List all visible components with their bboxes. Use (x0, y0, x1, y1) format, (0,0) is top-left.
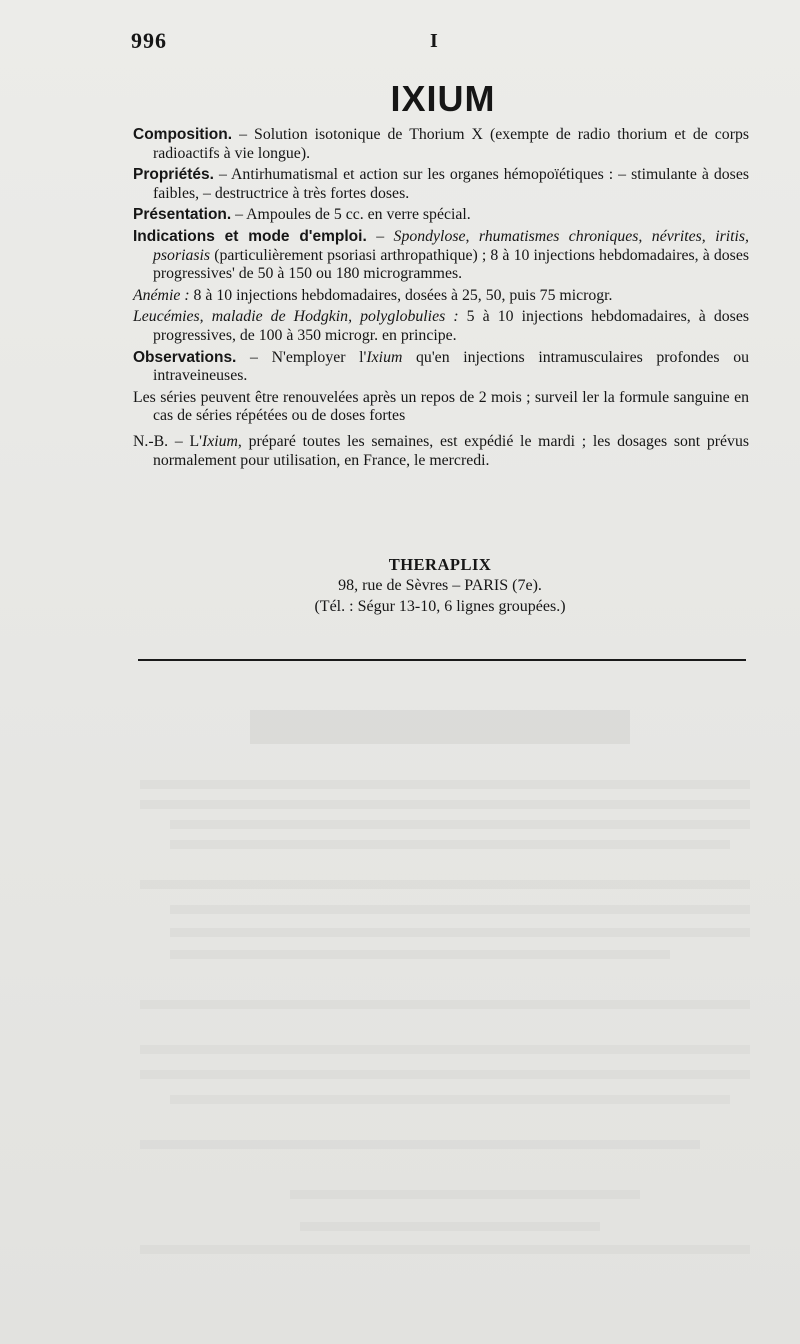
observations-text-before: – N'employer l' (236, 348, 367, 366)
nb-paragraph (133, 433, 749, 470)
composition-heading: Composition. (133, 126, 233, 143)
manufacturer-address: 98, rue de Sèvres – PARIS (7e). (338, 577, 542, 594)
nb-label: N.-B. (133, 432, 169, 450)
manufacturer-phone: (Tél. : Ségur 13-10, 6 lignes groupées.) (314, 598, 566, 615)
composition-text: – Solution isotonique de Thorium X (exempte de radio thorium et de corps radioactifs à vie longue). (153, 126, 749, 162)
presentation-heading: Présentation. (133, 206, 232, 224)
page-mark: I (430, 30, 438, 52)
properties-paragraph (133, 166, 749, 203)
anemia-paragraph (133, 287, 749, 306)
section-divider (138, 659, 746, 661)
presentation-paragraph (133, 206, 749, 225)
indications-paragraph (133, 228, 749, 284)
product-title: IXIUM (390, 78, 496, 119)
page-number: 996 (131, 28, 167, 53)
observations-heading: Observations. (133, 348, 237, 366)
nb-text-before: – L' (168, 432, 202, 450)
nb-product-name: Ixium (201, 432, 238, 450)
indications-dash: – (366, 227, 394, 245)
leukemia-label: Leucémies, maladie de Hodgkin, polyglobulies : (133, 308, 459, 326)
anemia-label: Anémie : (133, 286, 190, 304)
indications-heading: Indications et mode d'emploi. (133, 227, 367, 245)
anemia-text: 8 à 10 injections hebdomadaires, dosées à 25, 50, puis 75 microgr. (189, 286, 613, 304)
nb-text-after: , préparé toutes les semaines, est expédié le mardi ; les dosages sont prévus normalement pour utilisation, en France, le mercredi. (153, 432, 750, 469)
observations-series-note: Les séries peuvent être renouvelées après un repos de 2 mois ; surveil ler la formule sanguine en cas de séries répétées ou de doses fortes (133, 388, 749, 425)
properties-heading: Propriétés. (133, 166, 214, 184)
composition-paragraph (133, 126, 749, 163)
manufacturer-imprint (150, 554, 730, 617)
indications-conditions: Spondylose, rhumatismes chroniques, névrites, iritis, psoriasis (153, 227, 749, 264)
presentation-text: – Ampoules de 5 cc. en verre spécial. (235, 206, 471, 224)
monograph-body (133, 126, 749, 473)
observations-product-name: Ixium (366, 348, 403, 366)
properties-text: – Antirhumatismal et action sur les organes hémopoïétiques : – stimulante à doses faibles, – destructrice à très fortes doses. (153, 166, 749, 202)
leukemia-paragraph (133, 308, 749, 345)
manufacturer-name: THERAPLIX (388, 555, 492, 574)
leukemia-text: 5 à 10 injections hebdomadaires, à doses progressives, de 100 à 350 microgr. en principe. (153, 308, 749, 344)
observations-text-after: qu'en injections intramusculaires profondes ou intraveineuses. (153, 348, 750, 385)
observations-paragraph (133, 349, 749, 386)
indications-text: (particulièrement psoriasi arthropathique) ; 8 à 10 injections hebdomadaires, à doses progressives' de 50 à 150 ou 180 microgrammes. (153, 246, 749, 283)
